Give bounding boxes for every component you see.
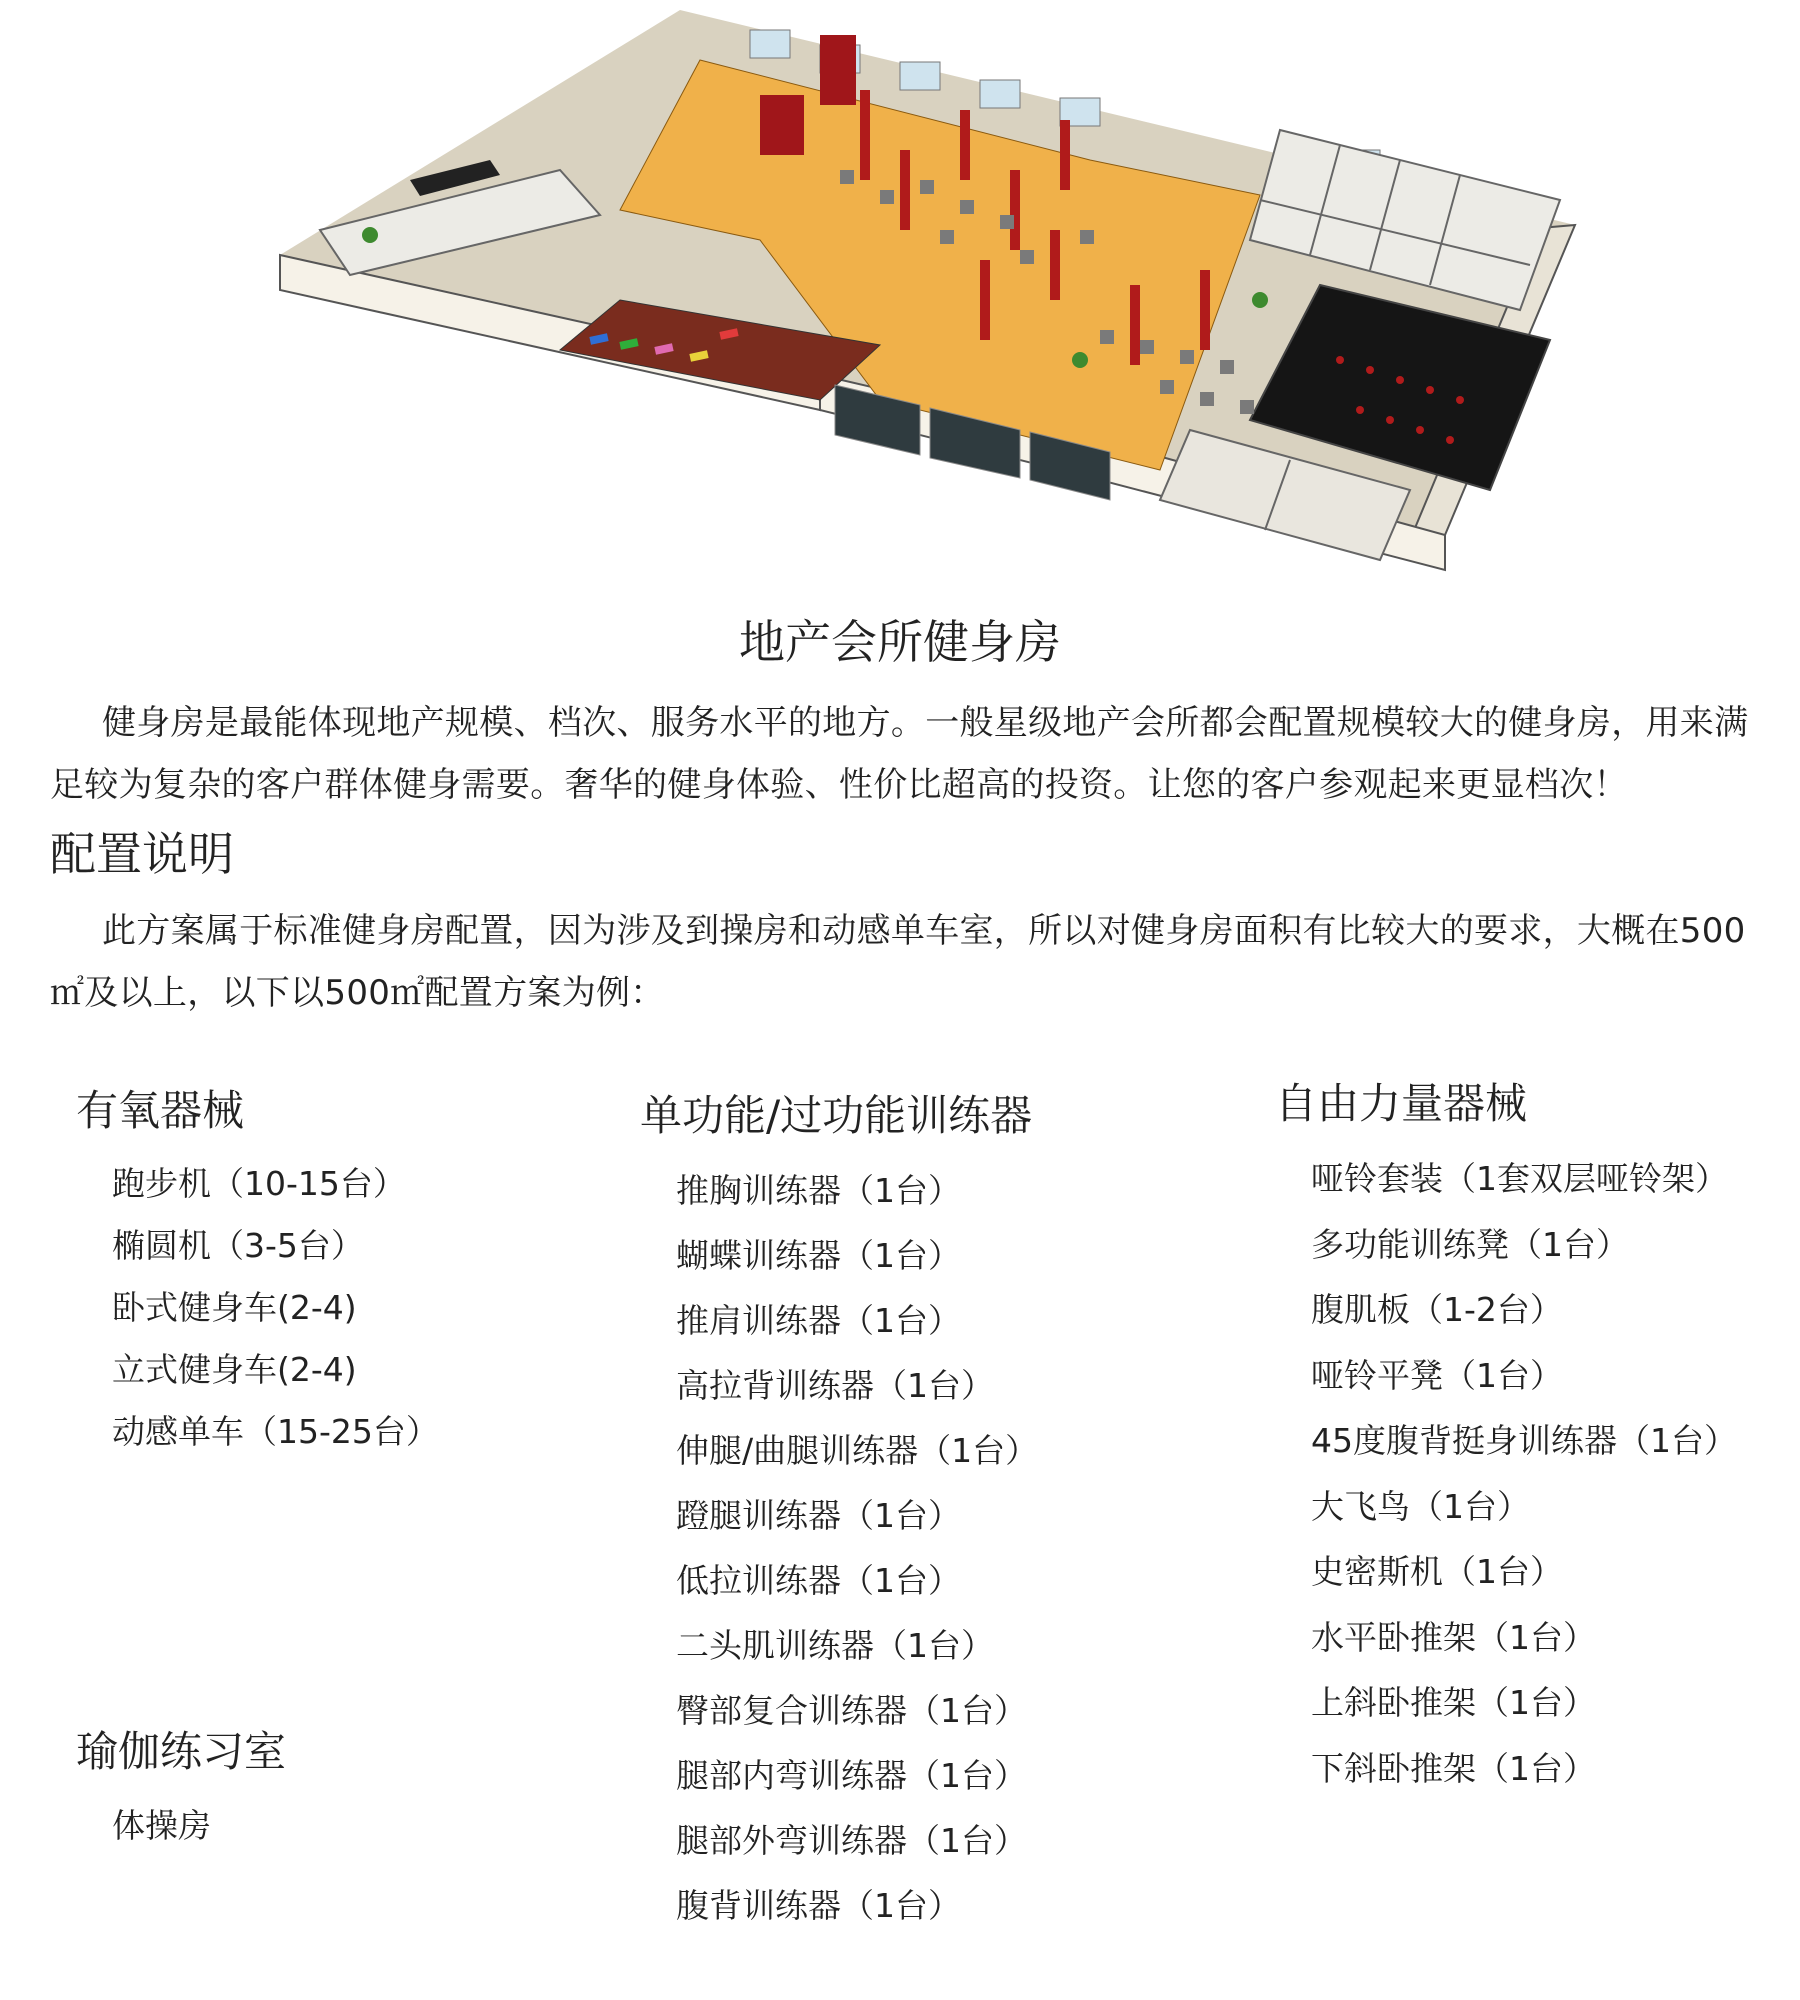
list-item: 卧式健身车(2-4): [112, 1288, 357, 1327]
list-item: 上斜卧推架（1台）: [1311, 1683, 1596, 1722]
list-item: 伸腿/曲腿训练器（1台）: [676, 1431, 1039, 1470]
list-item: 低拉训练器（1台）: [676, 1561, 961, 1600]
list-item: 腹肌板（1-2台）: [1311, 1290, 1563, 1329]
single-function-column: [640, 1088, 1038, 1938]
list-item: 体操房: [112, 1806, 211, 1845]
yoga-list: [76, 1794, 286, 1857]
list-item: 腿部内弯训练器（1台）: [676, 1756, 1027, 1795]
free-weights-title: 自由力量器械: [1275, 1079, 1528, 1128]
list-item: 动感单车（15-25台）: [112, 1412, 439, 1451]
cardio-list: [76, 1153, 439, 1463]
list-item: 蝴蝶训练器（1台）: [676, 1236, 961, 1275]
config-section-title: 配置说明: [50, 827, 234, 881]
red-accent-wall-2: [760, 95, 804, 155]
list-item: 腹背训练器（1台）: [676, 1886, 961, 1925]
yoga-room-column: [76, 1724, 286, 1857]
list-item: 下斜卧推架（1台）: [1311, 1748, 1596, 1788]
list-item: 推肩训练器（1台）: [676, 1301, 961, 1340]
list-item: 大飞鸟（1台）: [1311, 1486, 1530, 1526]
list-item: 椭圆机（3-5台）: [112, 1226, 364, 1265]
single-function-title: 单功能/过功能训练器: [640, 1091, 1033, 1140]
red-accent-wall: [820, 35, 856, 105]
list-item: 45度腹背挺身训练器（1台）: [1311, 1421, 1737, 1460]
list-item: 高拉背训练器（1台）: [676, 1366, 994, 1405]
yoga-title: 瑜伽练习室: [76, 1727, 287, 1776]
free-weights-list: [1275, 1146, 1737, 1801]
cardio-equipment-column: [76, 1083, 439, 1463]
config-description: 此方案属于标准健身房配置，因为涉及到操房和动感单车室，所以对健身房面积有比较大的要求，大概在500㎡及以上，以下以500㎡配置方案为例：: [50, 911, 1746, 1013]
list-item: 腿部外弯训练器（1台）: [676, 1821, 1027, 1860]
free-weights-column: [1275, 1076, 1737, 1801]
list-item: 多功能训练凳（1台）: [1311, 1224, 1629, 1264]
single-function-list: [640, 1158, 1038, 1938]
list-item: 史密斯机（1台）: [1311, 1552, 1563, 1591]
list-item: 二头肌训练器（1台）: [676, 1626, 994, 1665]
list-item: 跑步机（10-15台）: [112, 1164, 406, 1203]
cardio-title: 有氧器械: [76, 1086, 245, 1135]
list-item: 蹬腿训练器（1台）: [676, 1496, 961, 1535]
gym-floorplan-illustration: [260, 0, 1600, 620]
list-item: 水平卧推架（1台）: [1311, 1617, 1596, 1657]
list-item: 哑铃套装（1套双层哑铃架）: [1311, 1159, 1728, 1198]
page-title: 地产会所健身房: [739, 615, 1061, 669]
list-item: 臀部复合训练器（1台）: [676, 1691, 1027, 1730]
list-item: 哑铃平凳（1台）: [1311, 1355, 1563, 1395]
list-item: 立式健身车(2-4): [112, 1350, 357, 1389]
intro-paragraph: 健身房是最能体现地产规模、档次、服务水平的地方。一般星级地产会所都会配置规模较大的健身房，用来满足较为复杂的客户群体健身需要。奢华的健身体验、性价比超高的投资。让您的客户参观起来更显档次！: [50, 703, 1749, 805]
list-item: 推胸训练器（1台）: [676, 1171, 961, 1210]
